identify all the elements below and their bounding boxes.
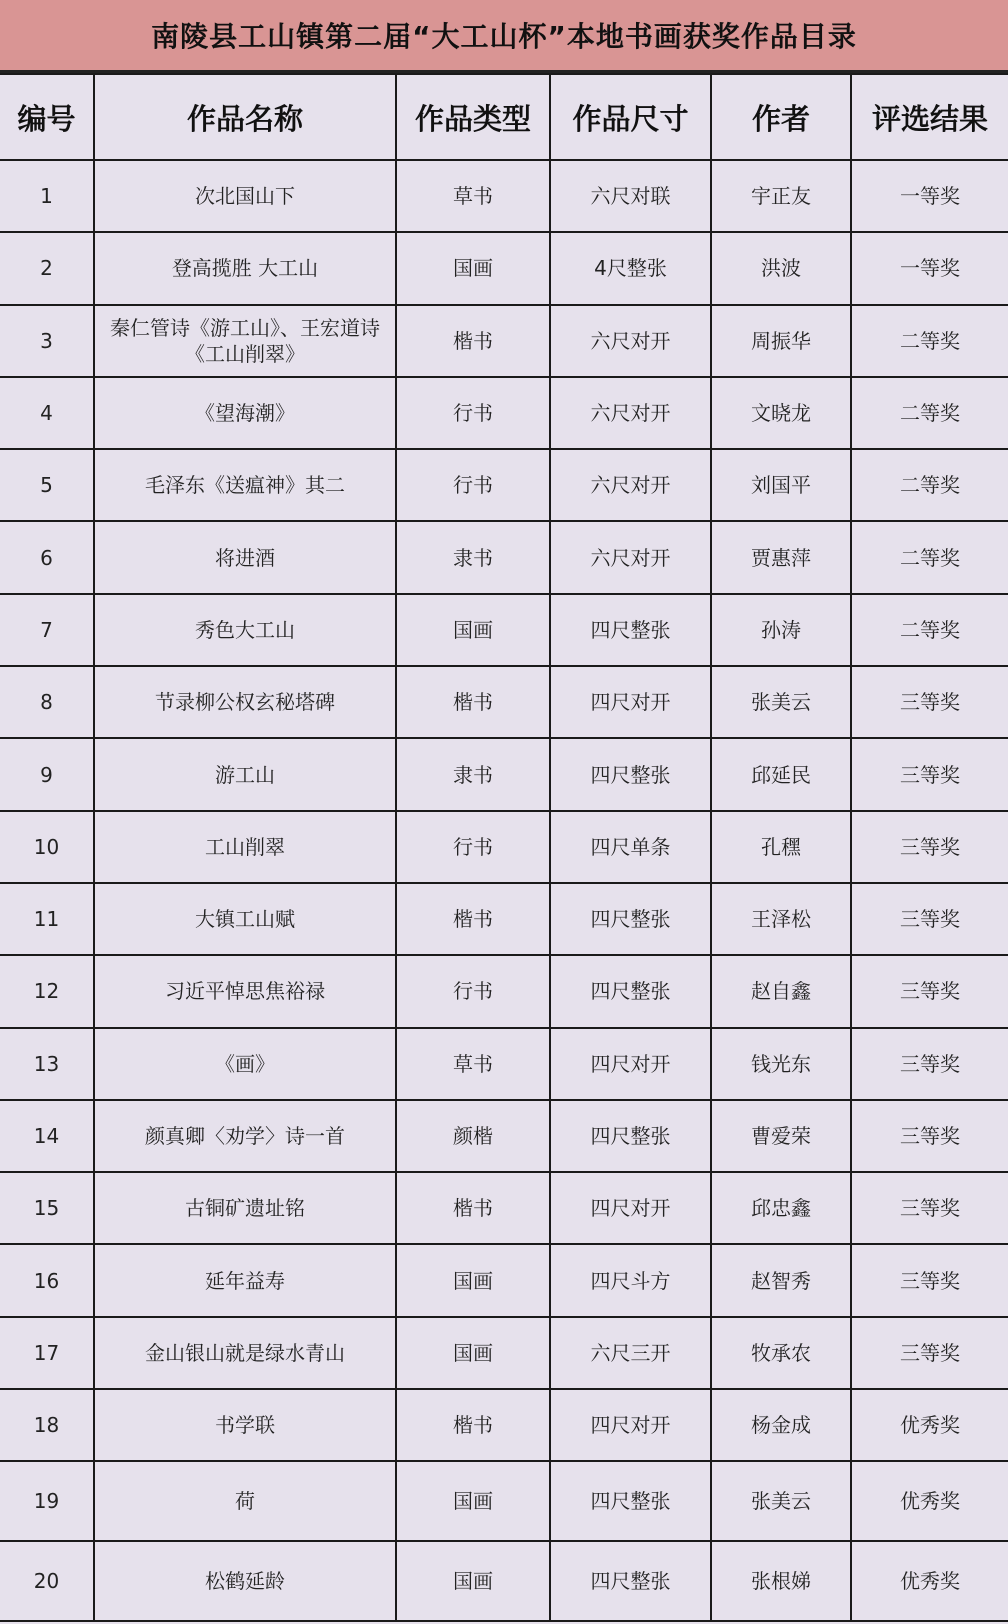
cell-no: 6 <box>0 521 94 593</box>
cell-size: 四尺单条 <box>550 811 711 883</box>
cell-no: 3 <box>0 305 94 377</box>
header-result: 评选结果 <box>851 74 1008 160</box>
cell-size: 4尺整张 <box>550 232 711 304</box>
cell-no: 7 <box>0 594 94 666</box>
title-bar <box>0 0 1008 73</box>
cell-result: 三等奖 <box>851 1244 1008 1316</box>
cell-name: 延年益寿 <box>94 1244 396 1316</box>
cell-no: 14 <box>0 1100 94 1172</box>
cell-type: 颜楷 <box>396 1100 550 1172</box>
cell-name: 荷 <box>94 1461 396 1541</box>
cell-name: 金山银山就是绿水青山 <box>94 1317 396 1389</box>
table-row <box>0 1172 1008 1244</box>
table-row <box>0 738 1008 810</box>
cell-no: 11 <box>0 883 94 955</box>
cell-type: 行书 <box>396 955 550 1027</box>
cell-no: 20 <box>0 1541 94 1621</box>
cell-type: 国画 <box>396 1541 550 1621</box>
cell-author: 牧承农 <box>711 1317 851 1389</box>
cell-no: 2 <box>0 232 94 304</box>
table-row <box>0 232 1008 304</box>
table-row <box>0 811 1008 883</box>
cell-name: 习近平悼思焦裕禄 <box>94 955 396 1027</box>
cell-author: 宇正友 <box>711 160 851 232</box>
table-row <box>0 594 1008 666</box>
cell-no: 13 <box>0 1028 94 1100</box>
cell-size: 四尺整张 <box>550 1541 711 1621</box>
cell-result: 三等奖 <box>851 1100 1008 1172</box>
cell-author: 孙涛 <box>711 594 851 666</box>
table-row <box>0 305 1008 377</box>
cell-size: 六尺对开 <box>550 305 711 377</box>
cell-author: 张美云 <box>711 666 851 738</box>
cell-author: 曹爱荣 <box>711 1100 851 1172</box>
cell-author: 赵自鑫 <box>711 955 851 1027</box>
cell-name: 登高揽胜 大工山 <box>94 232 396 304</box>
cell-type: 隶书 <box>396 738 550 810</box>
cell-type: 草书 <box>396 1028 550 1100</box>
cell-name: 《望海潮》 <box>94 377 396 449</box>
page-title: 南陵县工山镇第二届“大工山杯”本地书画获奖作品目录 <box>151 20 857 53</box>
cell-result: 三等奖 <box>851 1028 1008 1100</box>
cell-result: 优秀奖 <box>851 1461 1008 1541</box>
cell-type: 行书 <box>396 449 550 521</box>
cell-size: 四尺对开 <box>550 1028 711 1100</box>
cell-name: 大镇工山赋 <box>94 883 396 955</box>
cell-name: 节录柳公权玄秘塔碑 <box>94 666 396 738</box>
cell-author: 杨金成 <box>711 1389 851 1461</box>
cell-no: 18 <box>0 1389 94 1461</box>
cell-type: 草书 <box>396 160 550 232</box>
table-row <box>0 1100 1008 1172</box>
header-row <box>0 74 1008 160</box>
cell-name: 工山削翠 <box>94 811 396 883</box>
cell-name: 颜真卿〈劝学〉诗一首 <box>94 1100 396 1172</box>
cell-type: 楷书 <box>396 305 550 377</box>
cell-author: 张根娣 <box>711 1541 851 1621</box>
cell-name: 将进酒 <box>94 521 396 593</box>
cell-size: 六尺对联 <box>550 160 711 232</box>
table-row <box>0 449 1008 521</box>
cell-result: 二等奖 <box>851 594 1008 666</box>
table-row <box>0 666 1008 738</box>
cell-author: 邱忠鑫 <box>711 1172 851 1244</box>
cell-type: 行书 <box>396 811 550 883</box>
table-row <box>0 955 1008 1027</box>
cell-author: 周振华 <box>711 305 851 377</box>
cell-name: 松鹤延龄 <box>94 1541 396 1621</box>
cell-result: 二等奖 <box>851 305 1008 377</box>
cell-size: 四尺斗方 <box>550 1244 711 1316</box>
table-row <box>0 1028 1008 1100</box>
cell-no: 5 <box>0 449 94 521</box>
cell-name: 次北国山下 <box>94 160 396 232</box>
cell-result: 三等奖 <box>851 883 1008 955</box>
cell-no: 16 <box>0 1244 94 1316</box>
cell-no: 10 <box>0 811 94 883</box>
header-size: 作品尺寸 <box>550 74 711 160</box>
cell-name: 毛泽东《送瘟神》其二 <box>94 449 396 521</box>
cell-result: 三等奖 <box>851 955 1008 1027</box>
cell-result: 优秀奖 <box>851 1541 1008 1621</box>
cell-type: 国画 <box>396 1317 550 1389</box>
cell-no: 12 <box>0 955 94 1027</box>
cell-name: 《画》 <box>94 1028 396 1100</box>
cell-type: 国画 <box>396 594 550 666</box>
cell-size: 四尺对开 <box>550 1172 711 1244</box>
cell-result: 二等奖 <box>851 521 1008 593</box>
cell-name: 古铜矿遗址铭 <box>94 1172 396 1244</box>
cell-size: 六尺三开 <box>550 1317 711 1389</box>
table-row <box>0 160 1008 232</box>
cell-result: 一等奖 <box>851 232 1008 304</box>
table-row <box>0 883 1008 955</box>
cell-size: 四尺对开 <box>550 666 711 738</box>
cell-name: 书学联 <box>94 1389 396 1461</box>
cell-size: 四尺整张 <box>550 1100 711 1172</box>
cell-no: 15 <box>0 1172 94 1244</box>
cell-result: 三等奖 <box>851 738 1008 810</box>
cell-size: 六尺对开 <box>550 449 711 521</box>
cell-result: 三等奖 <box>851 1317 1008 1389</box>
cell-no: 19 <box>0 1461 94 1541</box>
cell-result: 二等奖 <box>851 449 1008 521</box>
table-row <box>0 1244 1008 1316</box>
cell-author: 文晓龙 <box>711 377 851 449</box>
cell-author: 王泽松 <box>711 883 851 955</box>
cell-size: 四尺整张 <box>550 955 711 1027</box>
cell-type: 国画 <box>396 232 550 304</box>
cell-size: 四尺整张 <box>550 594 711 666</box>
cell-type: 隶书 <box>396 521 550 593</box>
table-body <box>0 160 1008 1621</box>
cell-author: 贾惠萍 <box>711 521 851 593</box>
cell-type: 楷书 <box>396 1172 550 1244</box>
table-row <box>0 521 1008 593</box>
table-row <box>0 377 1008 449</box>
header-author: 作者 <box>711 74 851 160</box>
cell-result: 一等奖 <box>851 160 1008 232</box>
cell-author: 孔䆀 <box>711 811 851 883</box>
cell-type: 行书 <box>396 377 550 449</box>
cell-result: 优秀奖 <box>851 1389 1008 1461</box>
header-no: 编号 <box>0 74 94 160</box>
cell-result: 二等奖 <box>851 377 1008 449</box>
cell-size: 四尺整张 <box>550 738 711 810</box>
cell-author: 洪波 <box>711 232 851 304</box>
award-table <box>0 73 1008 1622</box>
header-type: 作品类型 <box>396 74 550 160</box>
cell-result: 三等奖 <box>851 666 1008 738</box>
cell-result: 三等奖 <box>851 811 1008 883</box>
cell-name: 秀色大工山 <box>94 594 396 666</box>
cell-author: 钱光东 <box>711 1028 851 1100</box>
cell-type: 国画 <box>396 1244 550 1316</box>
cell-type: 楷书 <box>396 666 550 738</box>
cell-author: 刘国平 <box>711 449 851 521</box>
table-row <box>0 1389 1008 1461</box>
cell-name: 秦仁管诗《游工山》、王宏道诗《工山削翠》 <box>94 305 396 377</box>
cell-no: 1 <box>0 160 94 232</box>
cell-author: 赵智秀 <box>711 1244 851 1316</box>
header-name: 作品名称 <box>94 74 396 160</box>
cell-no: 17 <box>0 1317 94 1389</box>
cell-type: 楷书 <box>396 883 550 955</box>
cell-type: 楷书 <box>396 1389 550 1461</box>
cell-type: 国画 <box>396 1461 550 1541</box>
cell-name: 游工山 <box>94 738 396 810</box>
cell-size: 四尺整张 <box>550 883 711 955</box>
table-row <box>0 1317 1008 1389</box>
cell-no: 8 <box>0 666 94 738</box>
cell-no: 4 <box>0 377 94 449</box>
cell-size: 四尺整张 <box>550 1461 711 1541</box>
cell-size: 四尺对开 <box>550 1389 711 1461</box>
cell-size: 六尺对开 <box>550 521 711 593</box>
cell-no: 9 <box>0 738 94 810</box>
cell-author: 邱延民 <box>711 738 851 810</box>
table-row <box>0 1541 1008 1621</box>
cell-author: 张美云 <box>711 1461 851 1541</box>
table-row <box>0 1461 1008 1541</box>
cell-size: 六尺对开 <box>550 377 711 449</box>
cell-result: 三等奖 <box>851 1172 1008 1244</box>
